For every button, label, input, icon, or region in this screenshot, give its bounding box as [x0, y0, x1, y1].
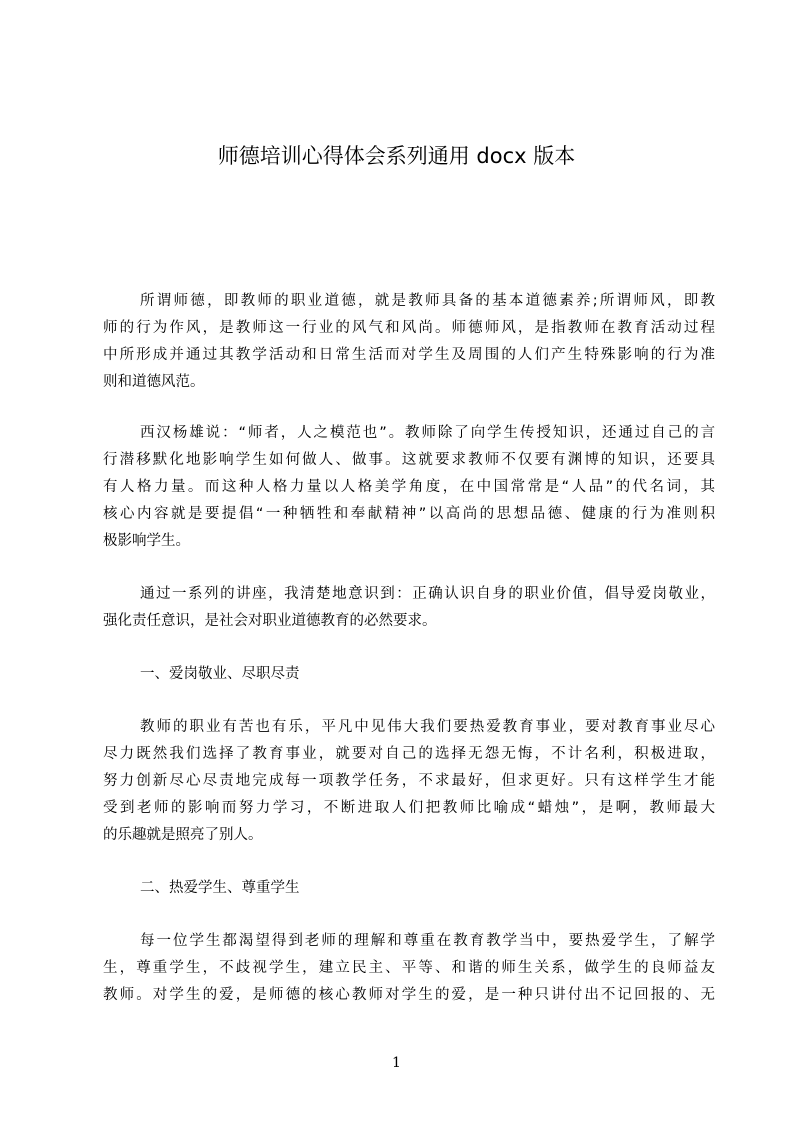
paragraph-5 — [103, 928, 715, 1009]
paragraph-line: 受到老师的影响而努力学习，不断进取人们把教师比喻成“蜡烛”，是啊，教师最大 — [103, 800, 715, 816]
paragraph-line: 教师。对学生的爱，是师德的核心教师对学生的爱，是一种只讲付出不记回报的、无 — [103, 987, 715, 1003]
paragraph-line: 中所形成并通过其教学活动和日常生活而对学生及周围的人们产生特殊影响的行为准 — [103, 347, 715, 363]
paragraph-line: 通过一系列的讲座，我清楚地意识到：正确认识自身的职业价值，倡导爱岗敬业， — [140, 586, 715, 602]
paragraph-line: 尽力既然我们选择了教育事业，就要对自己的选择无怨无悔，不计名利，积极进取， — [103, 746, 715, 762]
paragraph-3 — [103, 581, 715, 635]
paragraph-4 — [103, 714, 715, 849]
paragraph-line: 教师的职业有苦也有乐，平凡中见伟大我们要热爱教育事业，要对教育事业尽心 — [140, 719, 715, 735]
paragraph-line: 有人格力量。而这种人格力量以人格美学角度，在中国常常是“人品”的代名词，其 — [103, 479, 715, 495]
paragraph-1 — [103, 288, 715, 396]
paragraph-line: 的乐趣就是照亮了别人。 — [103, 827, 263, 843]
paragraph-line: 行潜移默化地影响学生如何做人、做事。这就要求教师不仅要有渊博的知识，还要具 — [103, 452, 715, 468]
paragraph-line: 每一位学生都渴望得到老师的理解和尊重在教育教学当中，要热爱学生，了解学 — [140, 933, 715, 949]
paragraph-line: 核心内容就是要提倡“一种牺牲和奉献精神”以高尚的思想品德、健康的行为准则积 — [103, 506, 715, 522]
page-number: 1 — [392, 1055, 401, 1071]
section-heading-2: 二、热爱学生、尊重学生 — [140, 880, 300, 896]
paragraph-2 — [103, 420, 715, 555]
paragraph-line: 极影响学生。 — [103, 533, 190, 549]
paragraph-line: 则和道德风范。 — [103, 374, 205, 390]
paragraph-line: 师的行为作风，是教师这一行业的风气和风尚。师德师风，是指教师在教育活动过程 — [103, 320, 715, 336]
paragraph-line: 生，尊重学生，不歧视学生，建立民主、平等、和谐的师生关系，做学生的良师益友 — [103, 960, 715, 976]
section-heading-1: 一、爱岗敬业、尽职尽责 — [140, 666, 300, 682]
paragraph-line: 努力创新尽心尽责地完成每一项教学任务，不求最好，但求更好。只有这样学生才能 — [103, 773, 715, 789]
paragraph-line: 西汉杨雄说：“师者，人之模范也”。教师除了向学生传授知识，还通过自己的言 — [140, 425, 715, 441]
document-title: 师德培训心得体会系列通用 docx 版本 — [217, 144, 576, 168]
paragraph-line: 所谓师德，即教师的职业道德，就是教师具备的基本道德素养;所谓师风，即教 — [140, 293, 715, 309]
paragraph-line: 强化责任意识，是社会对职业道德教育的必然要求。 — [103, 613, 437, 629]
